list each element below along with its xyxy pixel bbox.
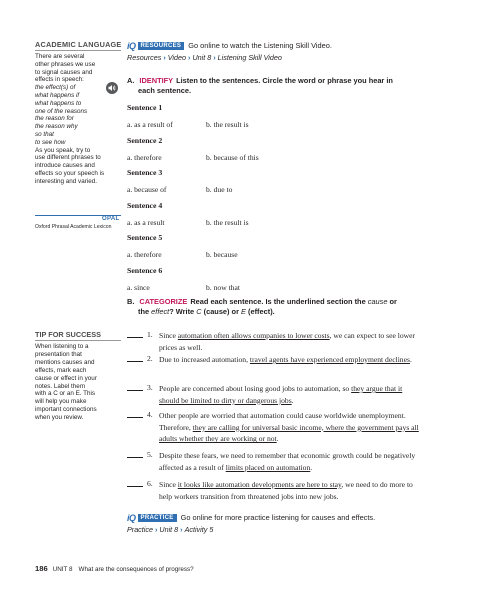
- sidebar-line: so that: [35, 130, 54, 138]
- item-number: 4.: [147, 410, 153, 419]
- task-b-e-note: (effect).: [248, 307, 275, 316]
- resources-breadcrumb[interactable]: [127, 53, 452, 62]
- choice-b[interactable]: b. because: [206, 250, 238, 259]
- tip-line: when you review.: [35, 414, 84, 422]
- task-a-keyword: IDENTIFY: [139, 76, 174, 85]
- task-a-instruction: Listen to the sentences. Circle the word or phrase you hear in: [176, 76, 393, 85]
- sidebar-line: one of the reasons: [35, 107, 88, 115]
- item-text: [159, 330, 423, 353]
- choice-a[interactable]: a. as a result of: [127, 120, 173, 129]
- sentence-label: Sentence 3: [127, 168, 163, 177]
- task-b-c: C: [196, 307, 202, 316]
- sidebar-line: what happens if: [35, 91, 80, 99]
- practice-tag: PRACTICE: [138, 514, 177, 522]
- sentence-label: Sentence 4: [127, 200, 163, 210]
- item-text-part: People are concerned about losing good jobs to automation, so: [159, 384, 352, 393]
- item-text: [159, 410, 423, 445]
- tip-line: with a C or an E. This: [35, 390, 96, 398]
- underlined-section: travel agents have experienced employment declines: [249, 355, 410, 364]
- tip-line: will help you make: [35, 398, 87, 406]
- choice-a[interactable]: a. as a result: [127, 217, 165, 227]
- item-text-part: Since: [159, 480, 178, 489]
- tip-line: mentions causes and: [35, 358, 95, 366]
- academic-language-heading: ACADEMIC LANGUAGE: [35, 40, 122, 49]
- item-text-part: .: [276, 434, 279, 444]
- chevron-right-icon: ›: [213, 53, 216, 62]
- iq-logo: iQ: [127, 512, 136, 523]
- breadcrumb-item[interactable]: Resources: [127, 53, 162, 62]
- sidebar-line: the reason why: [35, 123, 78, 131]
- item-text-part: Other people are worried that automation could cause worldwide unemployment. Therefore,: [159, 411, 406, 432]
- task-b-letter: B.: [127, 297, 135, 306]
- practice-callout[interactable]: [127, 512, 452, 534]
- task-b-the: the: [138, 307, 150, 316]
- tip-line: effects, mark each: [35, 366, 87, 374]
- sidebar-line: the effect(s) of: [35, 84, 76, 92]
- breadcrumb-item[interactable]: Activity 5: [184, 525, 214, 534]
- item-text-part: Since: [159, 331, 178, 340]
- item-text: [159, 383, 423, 406]
- item-number: 3.: [147, 383, 153, 392]
- breadcrumb-item[interactable]: Unit 8: [159, 525, 179, 534]
- item-text: [159, 450, 423, 473]
- unit-label: UNIT 8: [52, 566, 73, 573]
- sentence-label: Sentence 6: [127, 265, 163, 275]
- choice-b[interactable]: b. the result is: [206, 217, 249, 227]
- sidebar-line: what happens to: [35, 99, 82, 107]
- tip-line: notes. Label them: [35, 382, 86, 390]
- item-text-part: , we need to do more to help workers transition from threatened jobs into new jobs.: [159, 480, 413, 501]
- task-a-letter: A.: [127, 76, 135, 85]
- sidebar-line: interesting and varied.: [35, 177, 97, 185]
- academic-language-text: [35, 53, 121, 186]
- task-b-heading: [127, 297, 452, 317]
- choice-b[interactable]: b. due to: [206, 185, 233, 194]
- task-b-c-note: (cause) or: [203, 307, 239, 316]
- breadcrumb-item[interactable]: Unit 8: [192, 53, 212, 62]
- underlined-section: it looks like automation developments are here to stay: [177, 480, 342, 489]
- sidebar-line: use different phrases to: [35, 154, 101, 162]
- sentence-label: Sentence 1: [127, 103, 163, 112]
- resources-text: Go online to watch the Listening Skill Video.: [188, 41, 332, 50]
- sentence-label: Sentence 2: [127, 135, 163, 145]
- task-b-or: or: [389, 297, 397, 306]
- chevron-right-icon: ›: [188, 53, 191, 62]
- item-text-part: .: [291, 395, 294, 405]
- answer-blank[interactable]: [127, 361, 143, 362]
- page-footer: [35, 564, 194, 573]
- task-b-cause: cause: [367, 297, 388, 306]
- underlined-section: they are calling for universal basic income, where the government pays all adults whether they are working or not: [159, 422, 419, 444]
- breadcrumb-item[interactable]: Listening Skill Video: [217, 53, 282, 62]
- underlined-section: automation often allows companies to lower costs: [177, 331, 330, 340]
- item-number: 6.: [147, 479, 153, 488]
- choice-b[interactable]: b. now that: [206, 282, 240, 292]
- page-number: 186: [35, 564, 48, 573]
- sidebar-line: effects in speech:: [35, 76, 84, 84]
- breadcrumb-item[interactable]: Video: [167, 53, 187, 62]
- item-text-part: Despite these fears, we need to remember that economic growth could be negatively affected as a result of: [159, 451, 416, 472]
- item-number: 2.: [147, 354, 153, 363]
- tip-line: important connections: [35, 406, 97, 414]
- practice-breadcrumb[interactable]: [127, 525, 452, 534]
- item-text-part: .: [310, 462, 313, 472]
- sidebar-line: There are several: [35, 53, 85, 60]
- item-text-part: Due to increased automation,: [159, 355, 250, 364]
- task-a-heading: [127, 76, 447, 96]
- sidebar-line: to signal causes and: [35, 68, 93, 76]
- audio-speaker-icon[interactable]: [106, 82, 118, 94]
- tip-text: [35, 343, 125, 422]
- task-b-instruction: Read each sentence. Is the underlined section the: [190, 297, 366, 306]
- opal-subtitle: Oxford Phrasal Academic Lexicon: [35, 224, 112, 230]
- choice-a[interactable]: a. therefore: [127, 152, 162, 162]
- tip-line: presentation that: [35, 350, 82, 358]
- answer-blank[interactable]: [127, 486, 143, 487]
- task-b-instruction-2: ? Write: [169, 307, 195, 316]
- sidebar-line: introduce causes and: [35, 162, 95, 170]
- iq-logo: iQ: [127, 40, 136, 51]
- unit-question: What are the consequences of progress?: [78, 566, 194, 573]
- choice-b[interactable]: b. the result is: [206, 120, 249, 129]
- practice-text: Go online for more practice listening for causes and effects.: [180, 513, 376, 522]
- resources-callout[interactable]: [127, 40, 452, 62]
- sidebar-line: other phrases we use: [35, 60, 96, 68]
- sentence-label: Sentence 5: [127, 233, 163, 242]
- choice-a[interactable]: a. because of: [127, 185, 167, 194]
- task-a-instruction-2: each sentence.: [138, 86, 191, 95]
- task-b-keyword: CATEGORIZE: [139, 297, 188, 306]
- task-b-e: E: [241, 307, 246, 316]
- choice-a[interactable]: a. therefore: [127, 250, 162, 259]
- tip-line: cause or effect in your: [35, 374, 97, 382]
- chevron-right-icon: ›: [154, 525, 158, 534]
- sidebar-line: effects so your speech is: [35, 169, 105, 177]
- item-number: 1.: [147, 330, 153, 339]
- tip-line: When listening to a: [35, 343, 89, 350]
- task-b-effect: effect: [151, 307, 170, 316]
- academic-language-box: [35, 40, 121, 186]
- opal-label: OPAL: [102, 216, 120, 222]
- sidebar-line: to see how: [35, 138, 66, 146]
- underlined-section: they argue that it should be limited to dirty or dangerous jobs: [159, 384, 403, 405]
- item-text: [159, 479, 423, 502]
- item-text-part: , we can expect to see lower prices as well.: [159, 331, 416, 352]
- sidebar-line: the reason for: [35, 115, 74, 123]
- resources-tag: RESOURCES: [138, 42, 185, 50]
- choice-a[interactable]: a. since: [127, 282, 150, 292]
- chevron-right-icon: ›: [180, 525, 183, 534]
- answer-blank[interactable]: [127, 337, 143, 338]
- item-text-part: .: [409, 355, 412, 364]
- sidebar-line: As you speak, try to: [35, 146, 91, 154]
- breadcrumb-item[interactable]: Practice: [127, 525, 153, 534]
- answer-blank[interactable]: [127, 417, 143, 418]
- item-text: [159, 354, 423, 366]
- answer-blank[interactable]: [127, 390, 143, 391]
- underlined-section: limits placed on automation: [225, 462, 311, 472]
- choice-b[interactable]: b. because of this: [206, 152, 259, 162]
- answer-blank[interactable]: [127, 457, 143, 458]
- tip-heading: TIP FOR SUCCESS: [35, 330, 121, 341]
- chevron-right-icon: ›: [163, 53, 166, 62]
- item-number: 5.: [147, 450, 153, 459]
